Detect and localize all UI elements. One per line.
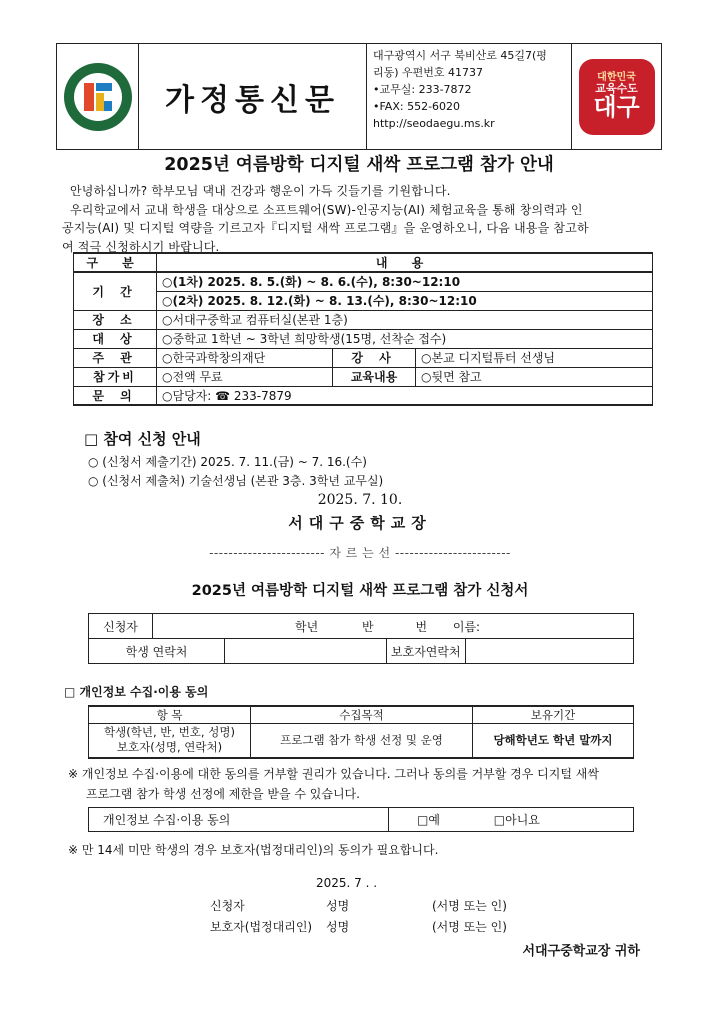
apply-period: ○ (신청서 제출기간) 2025. 7. 11.(금) ~ 7. 16.(수) — [88, 455, 367, 469]
apply-section-title: □ 참여 신청 안내 — [84, 430, 201, 448]
col-header: 내 용 — [157, 253, 653, 272]
number-label: 번 — [415, 619, 428, 634]
class-label: 반 — [362, 619, 374, 634]
target-label: 대 상 — [74, 329, 157, 348]
notice-date: 2025. 7. 10. — [317, 492, 403, 508]
privacy-item-student: 학생(학년, 반, 번호, 성명) — [104, 725, 235, 740]
address-block — [367, 44, 572, 149]
target-value: ○중학교 1학년 ~ 3학년 희망학생(15명, 선착순 접수) — [157, 329, 653, 348]
consent-label: 개인정보 수집·이용 동의 — [89, 808, 389, 832]
privacy-purpose: 프로그램 참가 학생 선정 및 운영 — [251, 724, 473, 758]
host-label: 주 관 — [74, 348, 157, 367]
parent-contact-field[interactable] — [465, 639, 633, 664]
consent-table — [88, 807, 634, 832]
privacy-note — [68, 764, 668, 804]
intro-text — [62, 182, 662, 256]
address-line: 대구광역시 서구 북비산로 45길7(평 — [373, 49, 547, 62]
place-label: 장 소 — [74, 310, 157, 329]
place-value: ○서대구중학교 컴퓨터실(본관 1층) — [157, 310, 653, 329]
closing-recipient: 서대구중학교장 귀하 — [522, 944, 640, 959]
website-link[interactable]: http://seodaegu.ms.kr — [373, 117, 495, 130]
period-2: ○(2차) 2025. 8. 12.(화) ~ 8. 13.(수), 8:30~12:10 — [157, 291, 653, 310]
instructor-value: ○본교 디지털튜터 선생님 — [416, 348, 653, 367]
privacy-period: 당해학년도 학년 말까지 — [473, 724, 634, 758]
intro-line: 공지능(AI) 및 디지털 역량을 기르고자『디지털 새싹 프로그램』을 운영하오니, 다음 내용을 참고하 — [62, 221, 589, 235]
content-label: 교육내용 — [333, 367, 416, 386]
applicant-label: 신청자 — [89, 614, 153, 639]
guardian-sign-field[interactable]: (서명 또는 인) — [432, 920, 507, 934]
period-label: 기 간 — [74, 272, 157, 310]
emblem-cell — [572, 44, 661, 149]
contact-label: 문 의 — [74, 386, 157, 405]
signature-date: 2025. 7 . . — [316, 876, 378, 890]
consent-options — [389, 808, 634, 832]
daegu-emblem-icon: 대한민국 교육수도 대구 — [579, 59, 655, 135]
student-contact-label: 학생 연락처 — [89, 639, 225, 664]
grade-label: 학년 — [295, 619, 319, 634]
host-value: ○한국과학창의재단 — [157, 348, 333, 367]
fax-line: •FAX: 552-6020 — [373, 100, 461, 113]
content-value: ○뒷면 참고 — [416, 367, 653, 386]
applicant-name-label: 성명 — [326, 899, 350, 913]
fee-value: ○전액 무료 — [157, 367, 333, 386]
program-info-table — [73, 252, 653, 406]
col-header: 구 분 — [74, 253, 157, 272]
name-label: 이름: — [452, 619, 481, 634]
privacy-note-line: ※ 개인정보 수집·이용에 대한 동의를 거부할 권리가 있습니다. 그러나 동의를 거부할 경우 디지털 새싹 — [68, 767, 599, 781]
privacy-col-header: 보유기간 — [473, 706, 634, 724]
privacy-item-guardian: 보호자(성명, 연락처) — [116, 740, 223, 755]
guardian-name-label: 성명 — [326, 920, 350, 934]
form-title: 2025년 여름방학 디지털 새싹 프로그램 참가 신청서 — [191, 583, 529, 599]
consent-yes-checkbox[interactable]: □예 — [417, 813, 440, 827]
school-logo-cell — [57, 44, 139, 149]
school-logo-icon — [62, 61, 134, 133]
intro-line: 안녕하십니까? 학부모님 댁내 건강과 행운이 가득 깃들기를 기원합니다. — [70, 184, 451, 198]
applicant-table — [88, 613, 634, 664]
student-contact-field[interactable] — [225, 639, 387, 664]
guardian-sign-label: 보호자(법정대리인) — [210, 920, 313, 934]
applicant-field[interactable] — [153, 614, 634, 639]
cut-line: ------------------------ 자 르 는 선 ------------------------ — [209, 546, 511, 560]
privacy-col-header: 수집목적 — [251, 706, 473, 724]
contact-value: ○담당자: ☎ 233-7879 — [157, 386, 653, 405]
address-line: 리동) 우편번호 41737 — [373, 66, 484, 79]
privacy-section-title: □ 개인정보 수집·이용 동의 — [64, 685, 209, 699]
phone-line: •교무실: 233-7872 — [373, 83, 472, 96]
applicant-sign-label: 신청자 — [210, 899, 245, 913]
header-box — [56, 43, 662, 150]
applicant-sign-field[interactable]: (서명 또는 인) — [432, 899, 507, 913]
intro-line: 우리학교에서 교내 학생을 대상으로 소프트웨어(SW)-인공지능(AI) 체험교육을 통해 창의력과 인 — [70, 202, 583, 217]
document-title: 2025년 여름방학 디지털 새싹 프로그램 참가 안내 — [164, 155, 554, 175]
privacy-items — [89, 724, 251, 758]
period-1: ○(1차) 2025. 8. 5.(화) ~ 8. 6.(수), 8:30~12:10 — [157, 272, 653, 291]
privacy-col-header: 항 목 — [89, 706, 251, 724]
privacy-table — [88, 705, 634, 759]
instructor-label: 강 사 — [333, 348, 416, 367]
parent-contact-label: 보호자연락처 — [387, 639, 466, 664]
fee-label: 참가비 — [74, 367, 157, 386]
principal-name: 서대구중학교장 — [288, 514, 432, 532]
header-title: 가정통신문 — [165, 82, 340, 118]
consent-no-checkbox[interactable]: □아니요 — [493, 813, 540, 827]
age-note: ※ 만 14세 미만 학생의 경우 보호자(법정대리인)의 동의가 필요합니다. — [68, 843, 439, 857]
title-cell — [139, 44, 367, 149]
privacy-note-line: 프로그램 참가 학생 선정에 제한을 받을 수 있습니다. — [86, 787, 360, 801]
intro-line: 여 적극 신청하시기 바랍니다. — [62, 239, 220, 254]
apply-place: ○ (신청서 제출처) 기술선생님 (본관 3층. 3학년 교무실) — [88, 474, 384, 488]
